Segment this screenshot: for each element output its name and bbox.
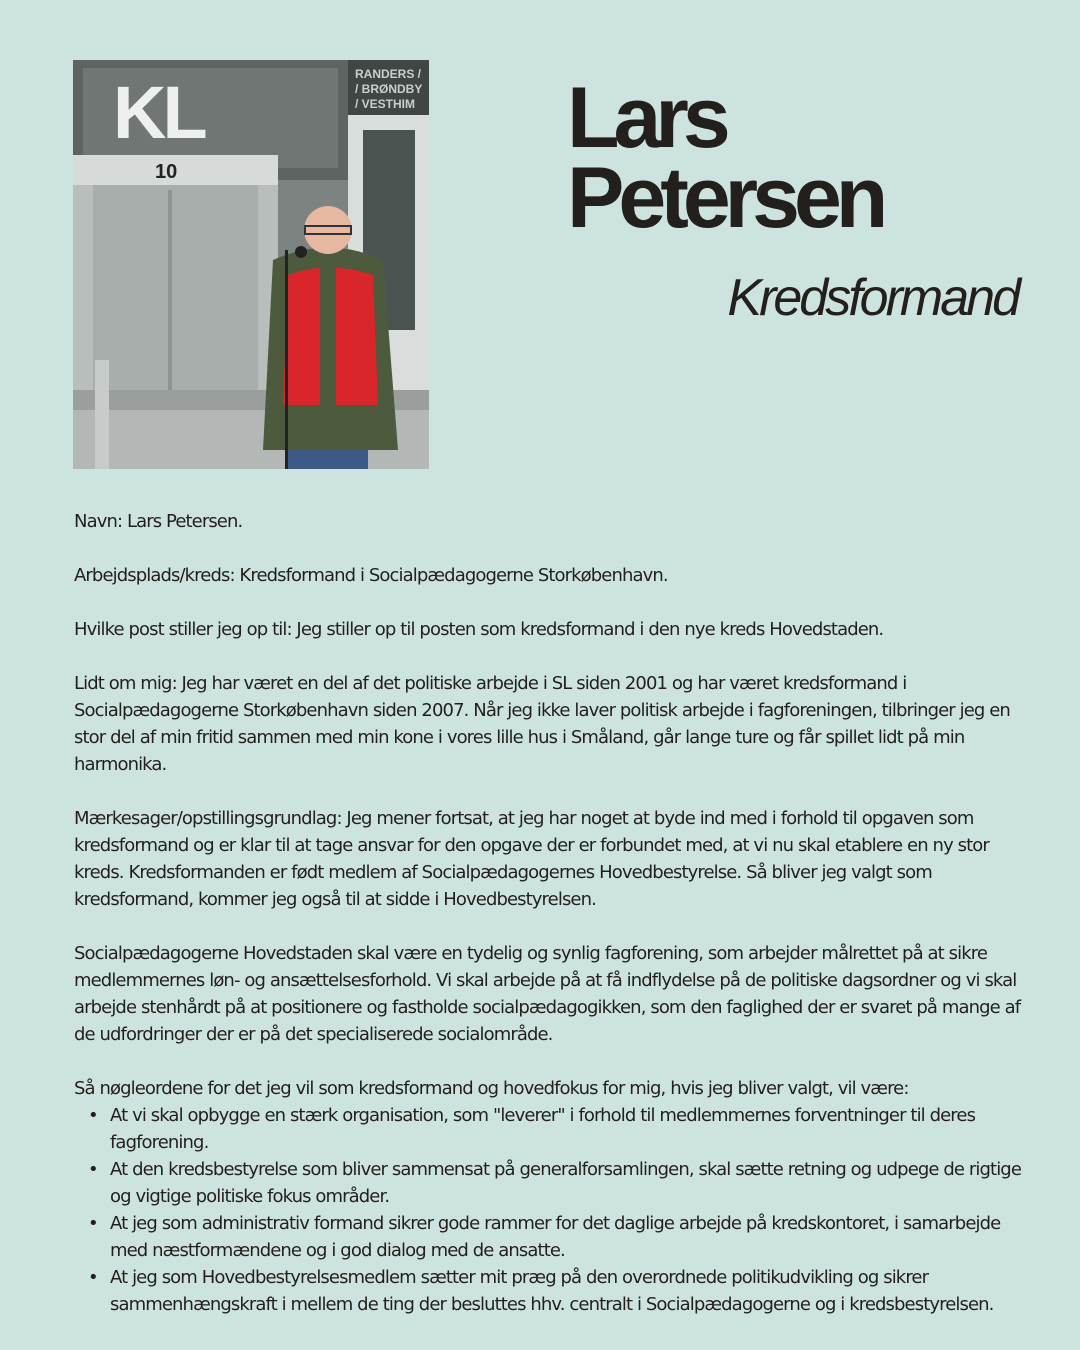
candidate-photo-illustration xyxy=(73,60,429,469)
vision-paragraph: Socialpædagogerne Hovedstaden skal være en tydelig og synlig fagforening, som arbejder målrettet på at sikre medlemmernes løn- og ansættelsesforhold. Vi skal arbejde på at få indflydelse på de politiske dagsordner og vi skal arbejde stenhårdt på at positionere og fastholde socialpædagogikken, som den faglighed der er svaret på mange af de udfordringer der er på det specialiserede socialområde. xyxy=(74,943,1021,1045)
window-text-2: / BRØNDBY xyxy=(355,82,423,96)
last-name: Petersen xyxy=(567,150,883,246)
candidate-photo xyxy=(73,60,429,469)
name-line: Navn: Lars Petersen. xyxy=(74,511,243,532)
list-item: • At jeg som administrativ formand sikrer gode rammer for det daglige arbejde på kredskontoret, i samarbejde med næstformændene og i god dialog med de ansatte. xyxy=(74,1210,1034,1264)
list-item: • At vi skal opbygge en stærk organisation, som "leverer" i forhold til medlemmernes forventninger til deres fagforening. xyxy=(74,1102,1034,1156)
about-paragraph: Lidt om mig: Jeg har været en del af det politiske arbejde i SL siden 2001 og har været kredsformand i Socialpædagogerne Storkøbenhavn siden 2007. Når jeg ikke laver politisk arbejde i fagforeningen, tilbringer jeg en stor del af min fritid sammen med min kone i vores lille hus i Småland, går lange ture og får spillet lidt på min harmonika. xyxy=(74,673,1010,775)
window-text-3: / VESTHIM xyxy=(355,97,416,111)
candidate-role: Kredsformand xyxy=(727,269,1018,327)
door-number: 10 xyxy=(155,161,178,183)
kl-sign: KL xyxy=(113,71,204,154)
keywords-intro: Så nøgleordene for det jeg vil som kredsformand og hovedfokus for mig, hvis jeg bliver valgt, vil være: xyxy=(74,1078,909,1099)
post-line: Hvilke post stiller jeg op til: Jeg stiller op til posten som kredsformand i den nye kreds Hovedstaden. xyxy=(74,619,884,640)
list-item: • At jeg som Hovedbestyrelsesmedlem sætter mit præg på den overordnede politikudvikling og sikrer sammenhængskraft i mellem de ting der besluttes hhv. centralt i Socialpædagogerne og i kredsbestyrelsen. xyxy=(74,1264,1034,1318)
first-name: Lars xyxy=(567,70,725,166)
candidate-name xyxy=(567,70,883,246)
platform-paragraph: Mærkesager/opstillingsgrundlag: Jeg mener fortsat, at jeg har noget at byde ind med i forhold til opgaven som kredsformand og er klar til at tage ansvar for den opgave der er forbundet med, at vi nu skal etablere en ny stor kreds. Kredsformanden er født medlem af Socialpædagogernes Hovedbestyrelse. Så bliver jeg valgt som kredsformand, kommer jeg også til at sidde i Hovedbestyrelsen. xyxy=(74,808,989,910)
window-text-1: RANDERS / xyxy=(355,67,422,81)
bio-section xyxy=(74,508,1034,1318)
workplace-line: Arbejdsplads/kreds: Kredsformand i Socialpædagogerne Storkøbenhavn. xyxy=(74,565,668,586)
list-item: • At den kredsbestyrelse som bliver sammensat på generalforsamlingen, skal sætte retning og udpege de rigtige og vigtige politiske fokus områder. xyxy=(74,1156,1034,1210)
keywords-list xyxy=(74,1102,1034,1318)
